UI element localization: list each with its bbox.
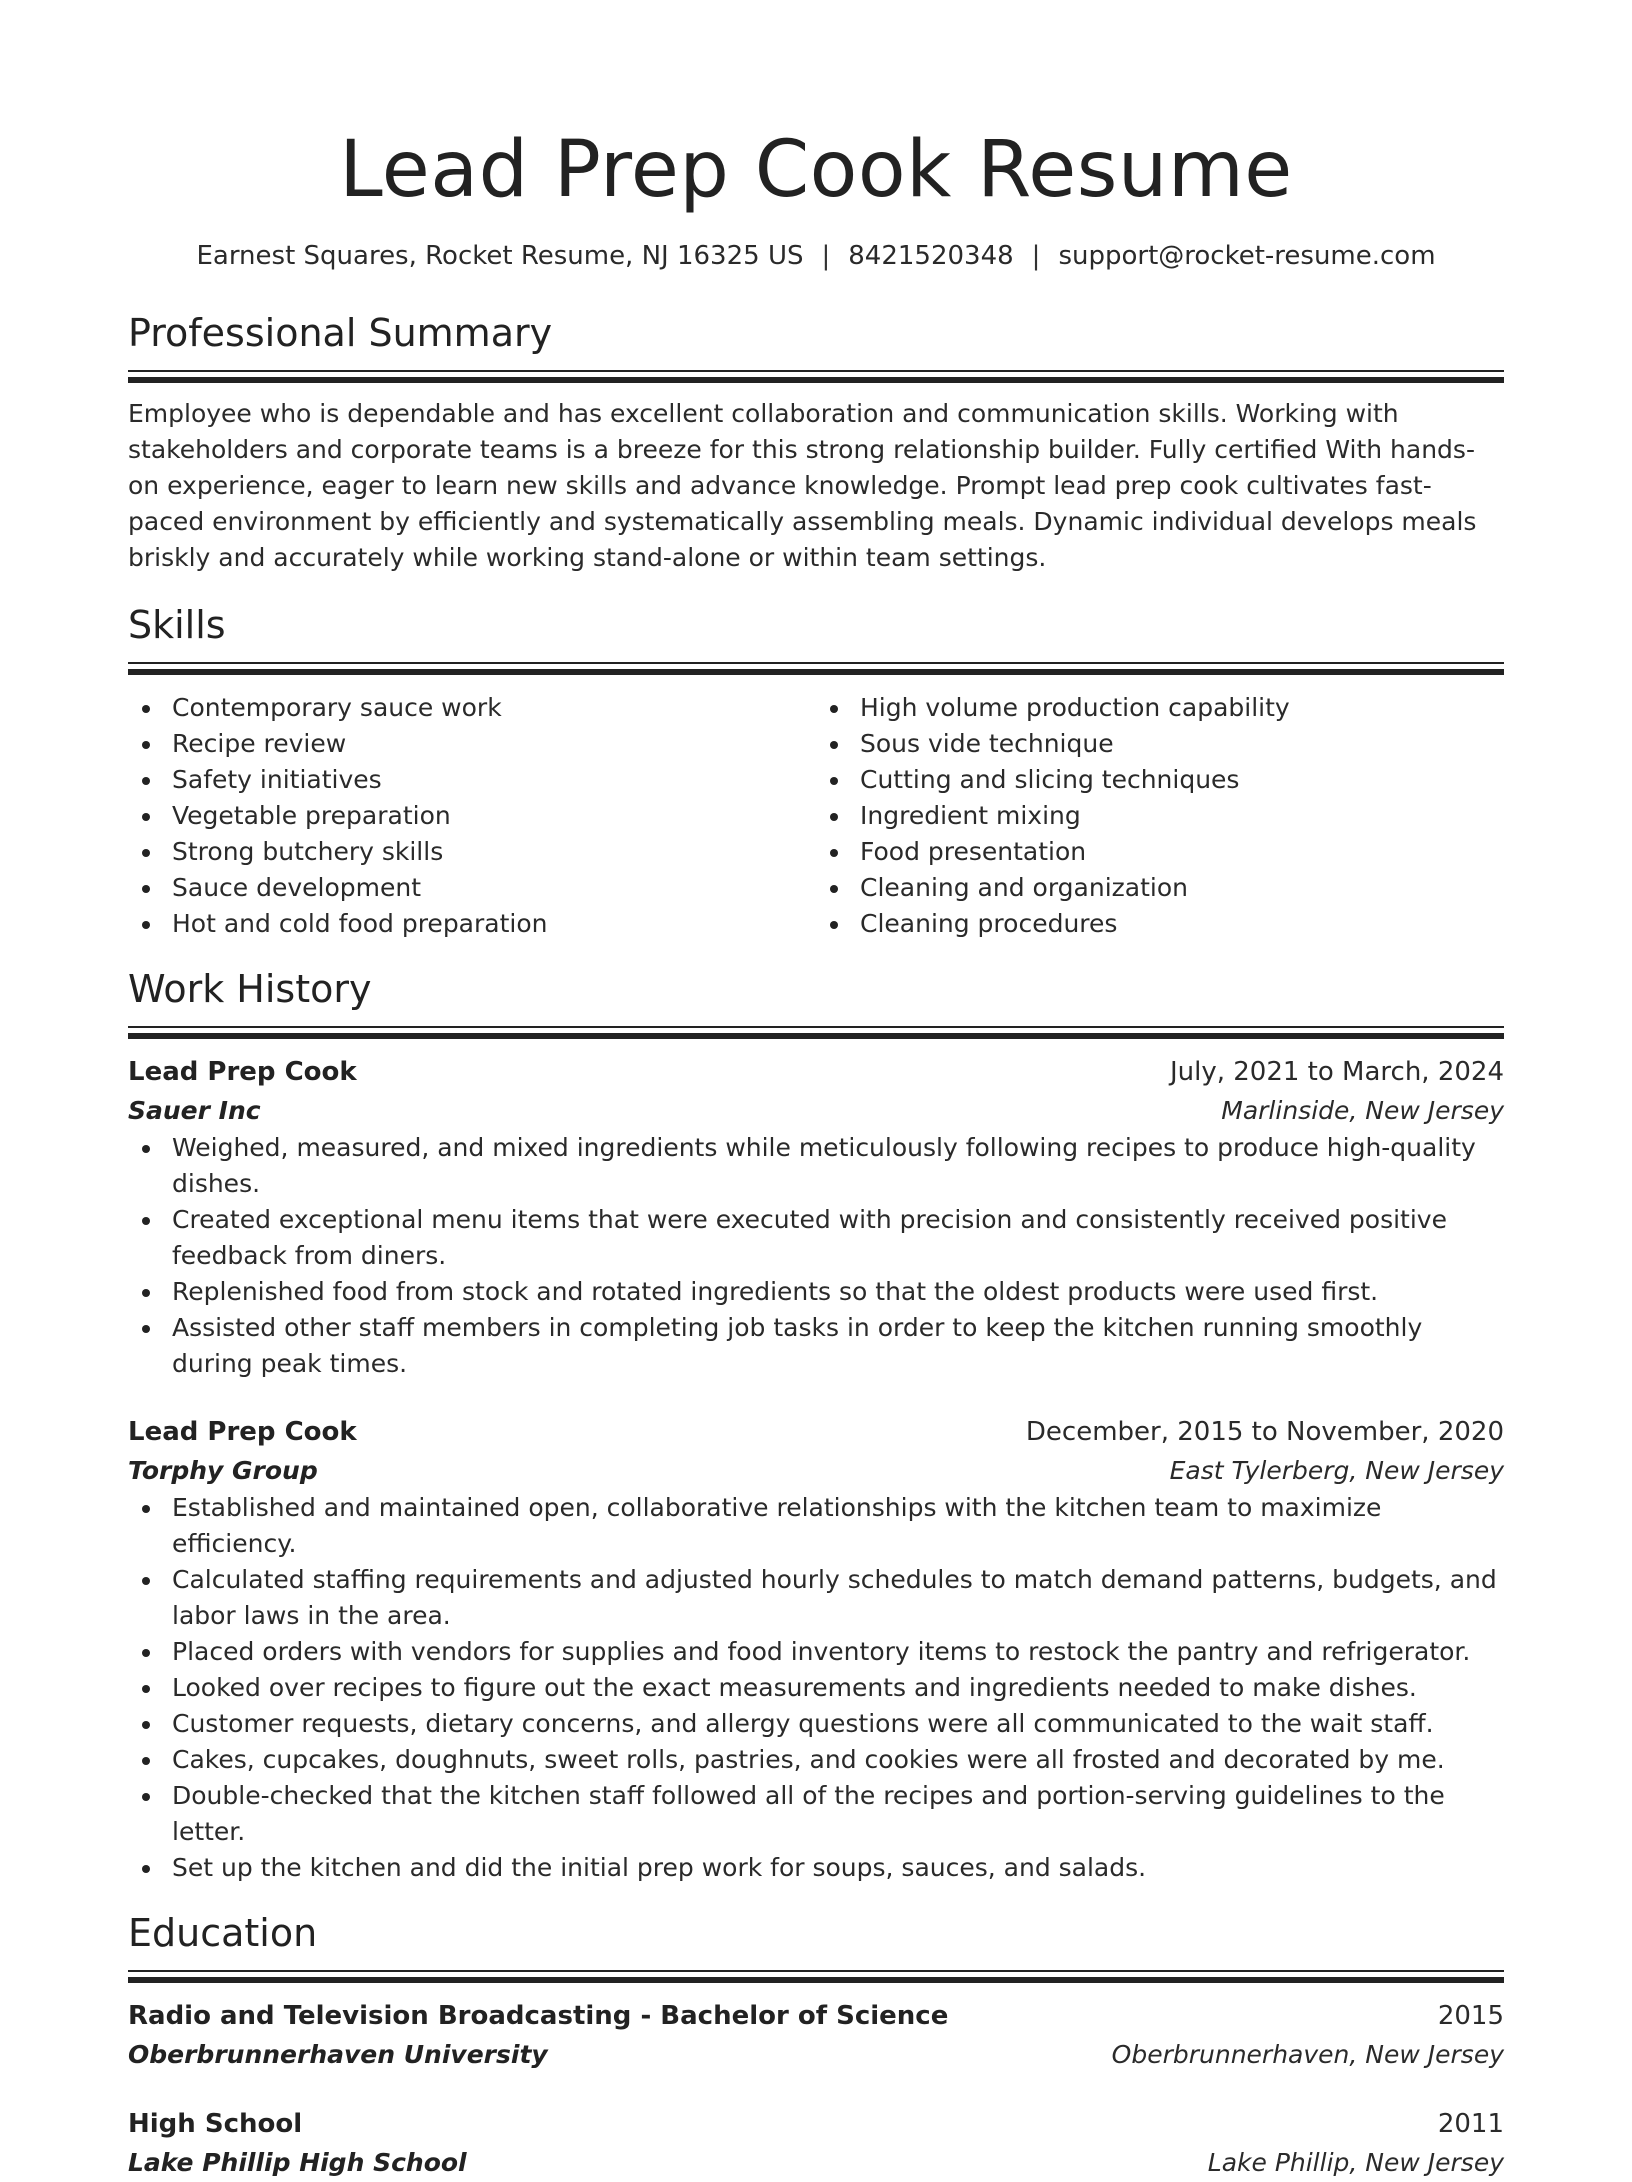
contact-line xyxy=(128,238,1504,274)
section-divider xyxy=(128,370,1504,384)
job-entry xyxy=(128,1412,1504,1886)
skill-item: Safety initiatives xyxy=(128,762,816,798)
resume-page xyxy=(128,0,1504,2182)
job-company: Sauer Inc xyxy=(128,1096,261,1125)
skill-item: Ingredient mixing xyxy=(816,798,1504,834)
skill-item: Recipe review xyxy=(128,726,816,762)
job-location: East Tylerberg, New Jersey xyxy=(1169,1456,1504,1485)
skill-item: Sauce development xyxy=(128,870,816,906)
skill-item: High volume production capability xyxy=(816,690,1504,726)
skill-item: Cutting and slicing techniques xyxy=(816,762,1504,798)
skills-left-list xyxy=(128,690,816,942)
skills-columns xyxy=(128,690,1504,942)
education-header-row xyxy=(128,1996,1504,2036)
section-heading-work: Work History xyxy=(128,967,372,1011)
education-degree: Radio and Television Broadcasting - Bachelor of Science xyxy=(128,2001,949,2031)
job-title: Lead Prep Cook xyxy=(128,1057,357,1087)
job-bullet-list xyxy=(128,1490,1504,1886)
job-company-row xyxy=(128,1452,1504,1490)
contact-address: Earnest Squares, Rocket Resume, NJ 16325 US xyxy=(196,241,804,271)
education-header-row xyxy=(128,2104,1504,2144)
job-bullet: Double-checked that the kitchen staff followed all of the recipes and portion-serving guidelines to the letter. xyxy=(128,1778,1504,1850)
resume-title: Lead Prep Cook Resume xyxy=(339,125,1293,215)
education-school-row xyxy=(128,2144,1504,2182)
job-bullet: Looked over recipes to figure out the exact measurements and ingredients needed to make dishes. xyxy=(128,1670,1504,1706)
section-divider xyxy=(128,1026,1504,1040)
skill-item: Strong butchery skills xyxy=(128,834,816,870)
skill-item: Contemporary sauce work xyxy=(128,690,816,726)
job-bullet: Placed orders with vendors for supplies and food inventory items to restock the pantry and refrigerator. xyxy=(128,1634,1504,1670)
skill-item: Hot and cold food preparation xyxy=(128,906,816,942)
job-company-row xyxy=(128,1092,1504,1130)
section-heading-skills: Skills xyxy=(128,603,226,647)
skills-section xyxy=(128,600,1504,942)
education-year: 2015 xyxy=(1437,2001,1504,2031)
section-divider xyxy=(128,1970,1504,1984)
job-bullet: Set up the kitchen and did the initial prep work for soups, sauces, and salads. xyxy=(128,1850,1504,1886)
education-year: 2011 xyxy=(1437,2109,1504,2139)
job-bullet-list xyxy=(128,1130,1504,1382)
job-bullet: Weighed, measured, and mixed ingredients while meticulously following recipes to produce high-quality dishes. xyxy=(128,1130,1504,1202)
education-school: Oberbrunnerhaven University xyxy=(128,2040,548,2069)
job-bullet: Created exceptional menu items that were executed with precision and consistently received positive feedback from diners. xyxy=(128,1202,1504,1274)
job-bullet: Replenished food from stock and rotated ingredients so that the oldest products were used first. xyxy=(128,1274,1504,1310)
job-bullet: Customer requests, dietary concerns, and allergy questions were all communicated to the wait staff. xyxy=(128,1706,1504,1742)
education-entry xyxy=(128,1996,1504,2074)
skill-item: Vegetable preparation xyxy=(128,798,816,834)
contact-email: support@rocket-resume.com xyxy=(1058,241,1436,271)
job-header-row xyxy=(128,1412,1504,1452)
section-heading-education: Education xyxy=(128,1911,318,1955)
skills-right-list xyxy=(816,690,1504,942)
skill-item: Food presentation xyxy=(816,834,1504,870)
education-section xyxy=(128,1908,1504,2182)
section-heading-summary: Professional Summary xyxy=(128,311,553,355)
summary-section xyxy=(128,308,1504,576)
job-bullet: Calculated staffing requirements and adjusted hourly schedules to match demand patterns, budgets, and labor laws in the area. xyxy=(128,1562,1504,1634)
contact-separator: | xyxy=(1031,241,1041,271)
work-history-section xyxy=(128,964,1504,1886)
job-location: Marlinside, New Jersey xyxy=(1221,1096,1504,1125)
job-dates: December, 2015 to November, 2020 xyxy=(1025,1417,1504,1447)
education-school: Lake Phillip High School xyxy=(128,2148,467,2177)
skill-item: Sous vide technique xyxy=(816,726,1504,762)
job-bullet: Established and maintained open, collaborative relationships with the kitchen team to maximize efficiency. xyxy=(128,1490,1504,1562)
job-header-row xyxy=(128,1052,1504,1092)
job-entry xyxy=(128,1052,1504,1382)
job-bullet: Assisted other staff members in completing job tasks in order to keep the kitchen running smoothly during peak times. xyxy=(128,1310,1504,1382)
job-title: Lead Prep Cook xyxy=(128,1417,357,1447)
job-bullet: Cakes, cupcakes, doughnuts, sweet rolls, pastries, and cookies were all frosted and decorated by me. xyxy=(128,1742,1504,1778)
education-school-row xyxy=(128,2036,1504,2074)
section-divider xyxy=(128,662,1504,676)
contact-separator: | xyxy=(821,241,831,271)
education-location: Lake Phillip, New Jersey xyxy=(1207,2148,1504,2177)
education-entry xyxy=(128,2104,1504,2182)
education-degree: High School xyxy=(128,2109,303,2139)
skill-item: Cleaning and organization xyxy=(816,870,1504,906)
contact-phone: 8421520348 xyxy=(848,241,1014,271)
job-dates: July, 2021 to March, 2024 xyxy=(1169,1057,1504,1087)
job-company: Torphy Group xyxy=(128,1456,318,1485)
summary-text: Employee who is dependable and has excellent collaboration and communication skills. Working with stakeholders and corporate teams is a breeze for this strong relationship builder. Fully certified With hands-on experience, eager to learn new skills and advance knowledge. Prompt lead prep cook cultivates fast-paced environment by efficiently and systematically assembling meals. Dynamic individual develops meals briskly and accurately while working stand-alone or within team settings. xyxy=(128,399,1477,572)
education-location: Oberbrunnerhaven, New Jersey xyxy=(1111,2040,1504,2069)
skill-item: Cleaning procedures xyxy=(816,906,1504,942)
